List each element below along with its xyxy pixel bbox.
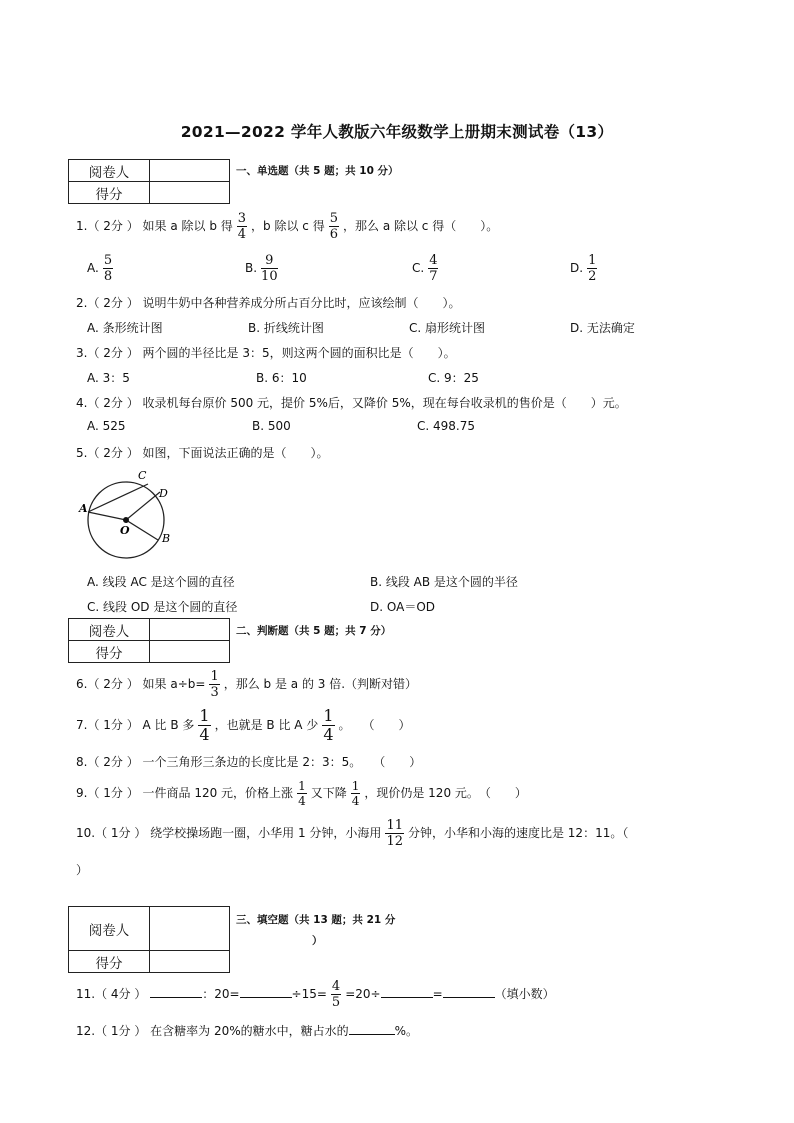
option-1a[interactable]: A. $\frac{5}{8}$ [87, 253, 113, 284]
option-3c[interactable]: C. 9：25 [428, 371, 479, 385]
answer-blank[interactable] [443, 986, 495, 998]
question-10-line-2: ） [76, 863, 89, 877]
fraction: $\frac{11}{12}$ [386, 818, 403, 849]
option-5a[interactable]: A. 线段 AC 是这个圆的直径 [87, 575, 235, 589]
fraction: $\frac{5}{6}$ [329, 211, 338, 242]
section-heading-3: 三、填空题（共 13 题；共 21 分 [236, 914, 396, 926]
option-5d[interactable]: D. OA＝OD [370, 600, 435, 614]
score-label: 得分 [69, 951, 150, 973]
score-box[interactable] [150, 182, 230, 204]
score-box[interactable] [150, 641, 230, 663]
question-1-text-mid: ，b 除以 c 得 [251, 219, 325, 233]
section-heading-3-cont: ） [312, 935, 323, 947]
score-label: 得分 [69, 182, 150, 204]
fraction: $\frac{3}{4}$ [237, 211, 247, 242]
question-9: 9.（ 1分 ） 一件商品 120 元，价格上涨 $\frac{1}{4}$ 又下降 $\frac{1}{4}$ ，现价仍是 120 元。 （ ） [76, 779, 527, 808]
reviewer-box[interactable] [150, 160, 230, 182]
question-2: 2.（ 2分 ） 说明牛奶中各种营养成分所占百分比时，应该绘制（ ）。 [76, 296, 461, 310]
option-5b[interactable]: B. 线段 AB 是这个圆的半径 [370, 575, 518, 589]
section-heading-2: 二、判断题（共 5 题；共 7 分） [236, 625, 392, 637]
option-5c[interactable]: C. 线段 OD 是这个圆的直径 [87, 600, 238, 614]
grader-table-1 [68, 159, 230, 204]
reviewer-box[interactable] [150, 907, 230, 951]
option-2a[interactable]: A. 条形统计图 [87, 321, 163, 335]
answer-blank[interactable] [381, 986, 433, 998]
center-point [123, 517, 129, 523]
score-box[interactable] [150, 951, 230, 973]
section-heading-1: 一、单选题（共 5 题；共 10 分） [236, 165, 399, 177]
option-1c[interactable]: C. $\frac{4}{7}$ [412, 253, 438, 284]
fraction: $\frac{1}{4}$ [199, 706, 210, 744]
segment-ac [88, 484, 148, 512]
answer-blank[interactable] [240, 986, 292, 998]
question-1 [76, 212, 498, 241]
page-title: 2021—2022 学年人教版六年级数学上册期末测试卷（13） [180, 123, 614, 141]
question-4: 4.（ 2分 ） 收录机每台原价 500 元，提价 5%后，又降价 5%，现在每台收录机的售价是（ ）元。 [76, 396, 627, 410]
fraction: $\frac{1}{4}$ [298, 779, 306, 808]
option-3b[interactable]: B. 6：10 [256, 371, 307, 385]
question-1-text-pre: 1.（ 2分 ） 如果 a 除以 b 得 [76, 219, 233, 233]
reviewer-box[interactable] [150, 619, 230, 641]
fraction: $\frac{4}{5}$ [331, 979, 341, 1010]
grader-table-2 [68, 618, 230, 663]
option-4b[interactable]: B. 500 [252, 419, 291, 433]
question-3: 3.（ 2分 ） 两个圆的半径比是 3：5，则这两个圆的面积比是（ ）。 [76, 346, 456, 360]
point-label-o: O [120, 524, 130, 537]
question-1-text-post: ，那么 a 除以 c 得（ ）。 [343, 219, 499, 233]
reviewer-label: 阅卷人 [69, 619, 150, 641]
segment-ob [126, 520, 158, 540]
fraction: $\frac{1}{4}$ [351, 779, 360, 808]
option-2c[interactable]: C. 扇形统计图 [409, 321, 486, 335]
option-1d[interactable]: D. $\frac{1}{2}$ [570, 253, 597, 284]
point-label-a: A [79, 502, 88, 515]
grader-table-3 [68, 906, 230, 973]
point-label-b: B [162, 532, 171, 545]
question-8: 8.（ 2分 ） 一个三角形三条边的长度比是 2：3：5。 （ ） [76, 755, 422, 769]
question-5: 5.（ 2分 ） 如图，下面说法正确的是（ ）。 [76, 446, 329, 460]
score-label: 得分 [69, 641, 150, 663]
fraction: $\frac{1}{4}$ [323, 706, 334, 744]
reviewer-label: 阅卷人 [69, 907, 150, 951]
question-6: 6.（ 2分 ） 如果 a÷b= $\frac{1}{3}$ ，那么 b 是 a 的 3 倍.（判断对错） [76, 669, 418, 700]
option-1b[interactable]: B. $\frac{9}{10}$ [245, 253, 278, 284]
option-2b[interactable]: B. 折线统计图 [248, 321, 324, 335]
answer-blank[interactable] [150, 986, 202, 998]
circle-figure [76, 466, 186, 566]
point-label-d: D [159, 487, 168, 500]
answer-blank[interactable] [349, 1023, 395, 1035]
segment-od [126, 492, 160, 520]
reviewer-label: 阅卷人 [69, 160, 150, 182]
option-2d[interactable]: D. 无法确定 [570, 321, 635, 335]
option-4c[interactable]: C. 498.75 [417, 419, 475, 433]
option-3a[interactable]: A. 3：5 [87, 371, 130, 385]
fraction: $\frac{1}{3}$ [210, 669, 219, 700]
point-label-c: C [138, 469, 147, 482]
question-7: 7.（ 1分 ） A 比 B 多 $\frac{1}{4}$ ，也就是 B 比 A 少 $\frac{1}{4}$ 。 （ ） [76, 706, 411, 744]
question-10: 10.（ 1分 ） 绕学校操场跑一圈，小华用 1 分钟，小海用 $\frac{11}{12}$ 分钟，小华和小海的速度比是 12：11。（ [76, 818, 629, 849]
question-11: 11.（ 4分 ） ：20= ÷15= $\frac{4}{5}$ =20÷ = （填小数） [76, 979, 555, 1010]
option-4a[interactable]: A. 525 [87, 419, 126, 433]
question-12: 12.（ 1分 ） 在含糖率为 20%的糖水中，糖占水的 %。 [76, 1024, 419, 1038]
segment-ao [88, 512, 126, 520]
